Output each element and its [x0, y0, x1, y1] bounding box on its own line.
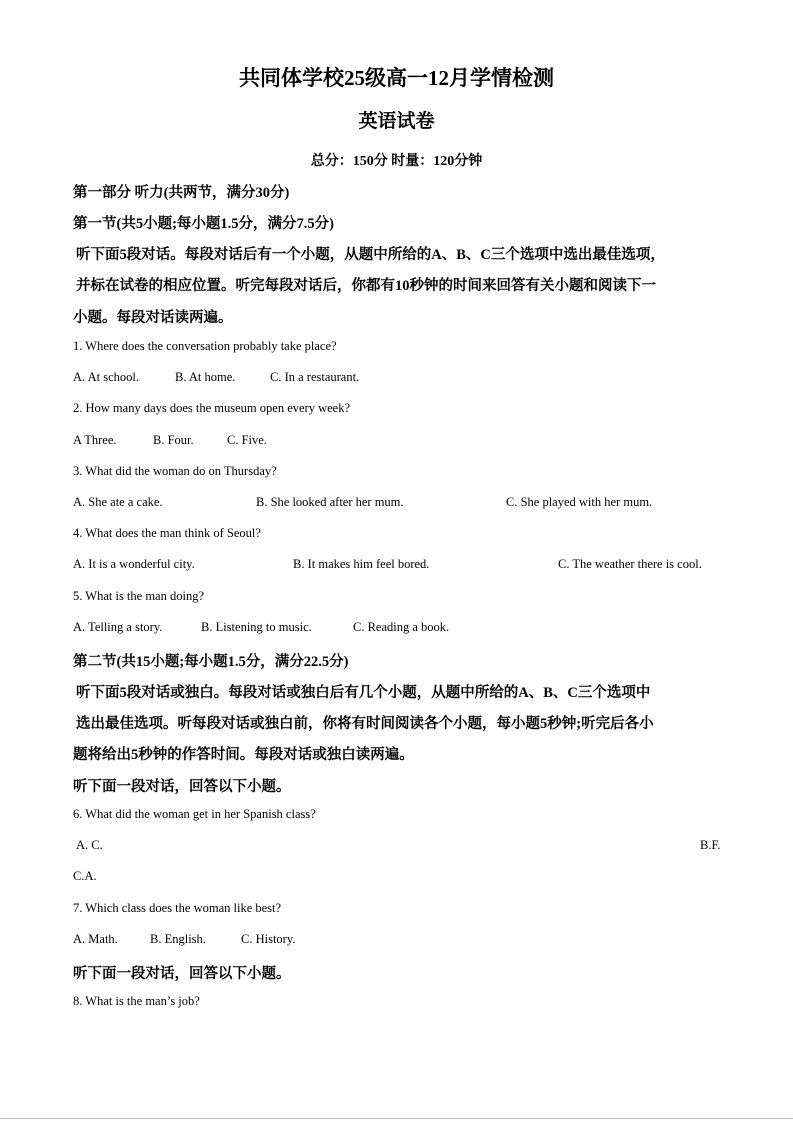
- question-4-option-c: C. The weather there is cool.: [558, 557, 702, 571]
- section2-instruction-line-1: 听下面5段对话或独白。每段对话或独白后有几个小题，从题中所给的A、B、C三个选项中: [76, 685, 651, 701]
- page-bottom-divider: [0, 1118, 793, 1119]
- section1-heading: 第一节(共5小题;每小题1.5分，满分7.5分): [73, 216, 334, 232]
- question-4-option-a: A. It is a wonderful city.: [73, 557, 195, 571]
- question-1-option-b: B. At home.: [175, 370, 236, 384]
- question-5: 5. What is the man doing?: [73, 589, 204, 603]
- question-6-option-b: B.F.: [700, 838, 721, 852]
- question-6: 6. What did the woman get in her Spanish class?: [73, 807, 316, 821]
- exam-subtitle: 英语试卷: [358, 111, 435, 132]
- section2-heading: 第二节(共15小题;每小题1.5分，满分22.5分): [73, 654, 349, 670]
- question-2-option-a: A Three.: [73, 433, 117, 447]
- question-7-option-c: C. History.: [241, 932, 296, 946]
- question-7-option-a: A. Math.: [73, 932, 118, 946]
- section2-instruction-line-2: 选出最佳选项。听每段对话或独白前，你将有时间阅读各个小题，每小题5秒钟;听完后各小: [76, 716, 654, 732]
- section1-instruction-line-1: 听下面5段对话。每段对话后有一个小题，从题中所给的A、B、C三个选项中选出最佳选项，: [76, 247, 665, 263]
- question-8: 8. What is the man’s job?: [73, 994, 200, 1008]
- question-5-option-b: B. Listening to music.: [201, 620, 312, 634]
- question-7: 7. Which class does the woman like best?: [73, 901, 282, 915]
- question-5-option-c: C. Reading a book.: [353, 620, 450, 634]
- section2-instruction-line-3: 题将给出5秒钟的作答时间。每段对话或独白读两遍。: [73, 747, 414, 763]
- question-3-option-c: C. She played with her mum.: [506, 495, 653, 509]
- score-time-line: 总分：150分 时量：120分钟: [310, 154, 483, 169]
- question-5-option-a: A. Telling a story.: [73, 620, 163, 634]
- question-7-option-b: B. English.: [150, 932, 206, 946]
- question-3: 3. What did the woman do on Thursday?: [73, 464, 277, 478]
- question-2-option-b: B. Four.: [153, 433, 194, 447]
- question-2-option-c: C. Five.: [227, 433, 267, 447]
- exam-title: 共同体学校25级高一12月学情检测: [239, 66, 554, 90]
- listening-prompt-1: 听下面一段对话，回答以下小题。: [73, 779, 291, 795]
- question-6-option-c: C.A.: [73, 869, 97, 883]
- question-1-option-a: A. At school.: [73, 370, 139, 384]
- question-3-option-b: B. She looked after her mum.: [256, 495, 404, 509]
- part1-heading: 第一部分 听力(共两节，满分30分): [73, 185, 290, 201]
- question-3-option-a: A. She ate a cake.: [73, 495, 163, 509]
- listening-prompt-2: 听下面一段对话，回答以下小题。: [73, 966, 291, 982]
- question-4-option-b: B. It makes him feel bored.: [293, 557, 430, 571]
- section1-instruction-line-3: 小题。每段对话读两遍。: [73, 310, 233, 326]
- question-1-option-c: C. In a restaurant.: [270, 370, 360, 384]
- section1-instruction-line-2: 并标在试卷的相应位置。听完每段对话后，你都有10秒钟的时间来回答有关小题和阅读下一: [76, 278, 656, 294]
- question-2: 2. How many days does the museum open every week?: [73, 401, 351, 415]
- question-1: 1. Where does the conversation probably take place?: [73, 339, 337, 353]
- question-4: 4. What does the man think of Seoul?: [73, 526, 261, 540]
- question-6-option-a: A. C.: [76, 838, 103, 852]
